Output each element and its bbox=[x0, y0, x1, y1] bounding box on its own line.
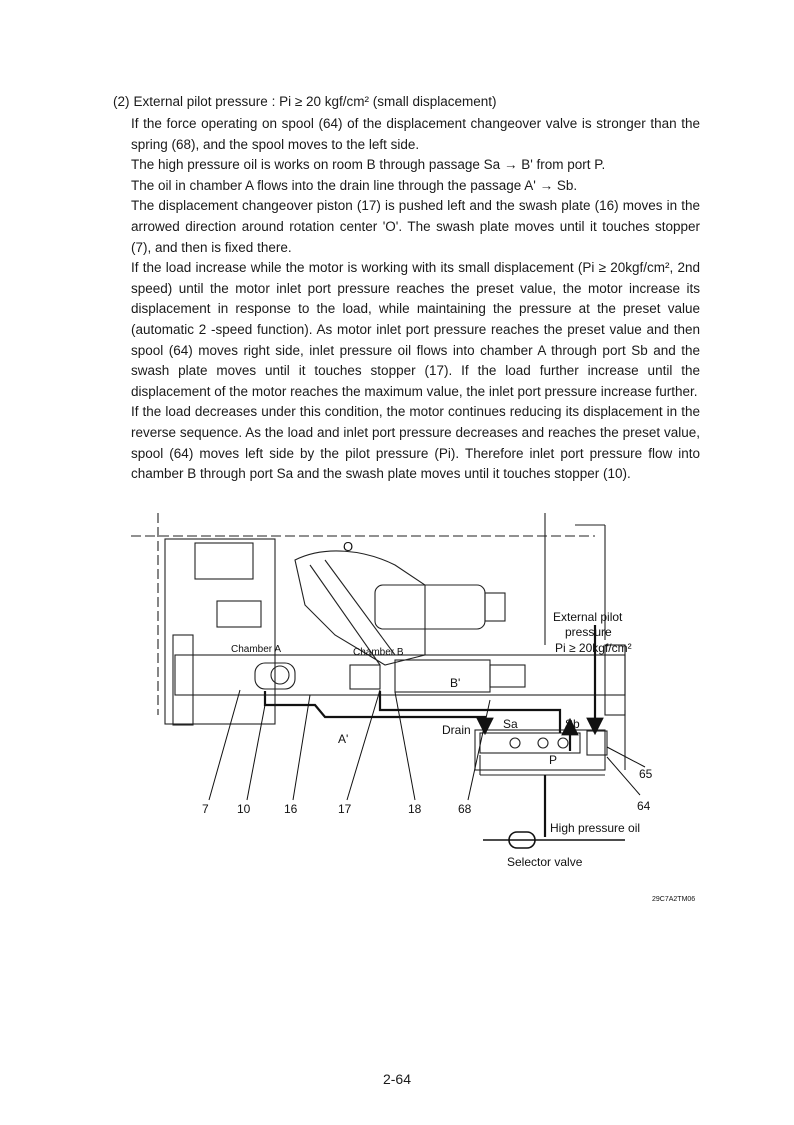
rotation-center-label: O bbox=[343, 539, 354, 554]
port-p-label: P bbox=[549, 753, 558, 767]
section-heading bbox=[113, 94, 497, 109]
page-number: 2-64 bbox=[382, 1071, 412, 1087]
motor-cross-section-figure bbox=[125, 505, 725, 905]
paragraph: The oil in chamber A flows into the drain line through the passage A' → Sb. bbox=[131, 177, 578, 193]
external-pilot-label-1: External pilot bbox=[553, 610, 623, 624]
callout-65: 65 bbox=[639, 767, 653, 781]
drain-label: Drain bbox=[442, 723, 471, 737]
chamber-b-label: Chamber B bbox=[353, 647, 404, 658]
callout-18: 18 bbox=[408, 802, 422, 816]
external-pilot-label-2: pressure bbox=[565, 625, 612, 639]
port-sb-label: Sb bbox=[565, 717, 580, 731]
paragraph: The displacement changeover piston (17) is pushed left and the swash plate (16) moves in the arrowed direction around rotation center 'O'. The swash plate moves until it touches stopper (7), and then is fixed there. bbox=[131, 198, 700, 255]
external-pilot-label-3: Pi ≥ 20kgf/cm² bbox=[555, 641, 632, 655]
selector-valve-label: Selector valve bbox=[507, 855, 583, 869]
section-number: (2) bbox=[113, 94, 130, 109]
motor-diagram bbox=[125, 505, 725, 905]
section-title: External pilot pressure : Pi ≥ 20 kgf/cm² (small displacement) bbox=[133, 94, 497, 109]
paragraph: The high pressure oil is works on room B through passage Sa → B' from port P. bbox=[131, 157, 606, 173]
callout-64: 64 bbox=[637, 799, 651, 813]
oil-passage-lines bbox=[265, 625, 595, 837]
figure-code: 29C7A2TM06 bbox=[652, 896, 696, 903]
chamber-a-label: Chamber A bbox=[231, 644, 282, 655]
paragraph: If the force operating on spool (64) of the displacement changeover valve is stronger than the spring (68), and the spool moves to the left side. bbox=[131, 116, 700, 152]
callout-7: 7 bbox=[202, 802, 209, 816]
high-pressure-oil-label: High pressure oil bbox=[550, 821, 641, 835]
callout-10: 10 bbox=[237, 802, 251, 816]
a-prime-label: A' bbox=[338, 732, 349, 746]
b-prime-label: B' bbox=[450, 676, 461, 690]
callout-16: 16 bbox=[284, 802, 298, 816]
paragraph: If the load decreases under this condition, the motor continues reducing its displacement in the reverse sequence. As the load and inlet port pressure decreases and reaches the preset value, spool (64) moves left side by the pilot pressure (Pi). Therefore inlet port pressure flow into chamber B through port Sa and the swash plate moves until it touches stopper (10). bbox=[131, 404, 700, 482]
body-text bbox=[131, 114, 700, 485]
paragraph: If the load increase while the motor is working with its small displacement (Pi ≥ 20kgf/cm², 2nd speed) until the motor inlet port pressure reaches the preset value, the motor increase its displacement in response to the load, while maintaining the pressure at the preset value (automatic 2 -speed function). As motor inlet port pressure reaches the preset value and then spool (64) moves right side, inlet pressure oil flows into chamber A through port Sb and the swash plate moves until it touches stopper (17). If the load further increase until the displacement of the motor reaches the maximum value, the inlet port pressure increase further. bbox=[131, 260, 700, 399]
callout-68: 68 bbox=[458, 802, 472, 816]
callout-17: 17 bbox=[338, 802, 352, 816]
port-sa-label: Sa bbox=[503, 717, 518, 731]
motor-housing-outline bbox=[131, 513, 625, 775]
